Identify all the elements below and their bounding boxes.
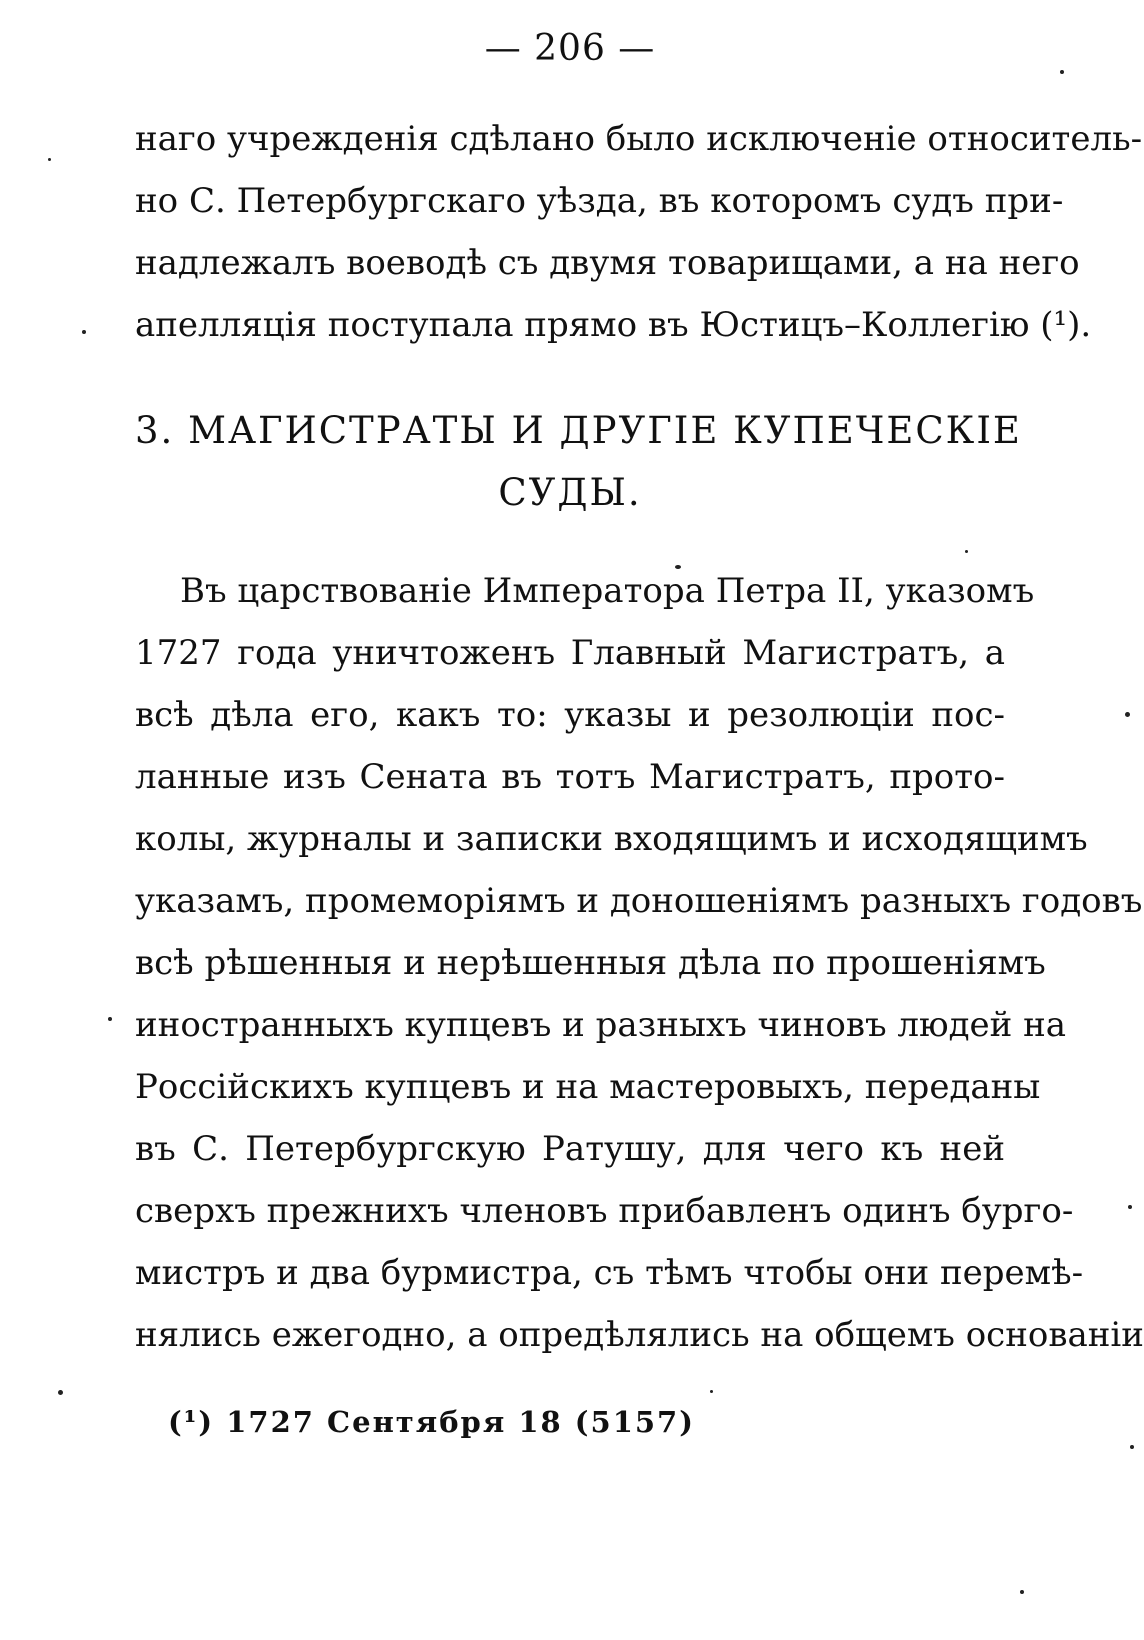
scan-speck (48, 158, 51, 161)
text-line: надлежалъ воеводѣ съ двумя товарищами, а на него (135, 243, 1080, 283)
text-line: Въ царствованіе Императора Петра II, указомъ (180, 571, 1035, 611)
text-line: ланные изъ Сената въ тотъ Магистратъ, прото- (135, 757, 1005, 797)
scan-speck (1060, 70, 1064, 74)
text-line: въ С. Петербургскую Ратушу, для чего къ ней (135, 1129, 1005, 1169)
heading-line: 3. МАГИСТРАТЫ И ДРУГІЕ КУПЕЧЕСКІЕ (135, 409, 1022, 452)
text-line: но С. Петербургскаго уѣзда, въ которомъ судъ при- (135, 181, 1064, 221)
footnote: (¹) 1727 Сентября 18 (5157) (168, 1405, 695, 1439)
scan-speck (108, 1017, 112, 1021)
scan-speck (1020, 1590, 1024, 1594)
scan-speck (710, 1390, 713, 1393)
text-line: Россійскихъ купцевъ и на мастеровыхъ, переданы (135, 1067, 1041, 1107)
page-number: — 206 — (484, 28, 656, 69)
intro-paragraph (135, 108, 1143, 356)
scan-speck (675, 565, 681, 569)
scan-speck (1128, 1205, 1132, 1209)
text-line: иностранныхъ купцевъ и разныхъ чиновъ людей на (135, 1005, 1067, 1045)
scan-speck (82, 330, 86, 334)
text-line: апелляція поступала прямо въ Юстицъ–Коллегію (¹). (135, 305, 1092, 345)
text-line: всѣ рѣшенныя и нерѣшенныя дѣла по прошеніямъ (135, 943, 1046, 983)
text-line: 1727 года уничтоженъ Главный Магистратъ, а (135, 633, 1005, 673)
section-heading (135, 400, 1022, 524)
scan-speck (1130, 1445, 1134, 1449)
scan-speck (1125, 712, 1130, 717)
scan-speck (58, 1390, 63, 1395)
text-line: указамъ, промеморіямъ и доношеніямъ разныхъ годовъ (135, 881, 1143, 921)
text-line: нялись ежегодно, а опредѣлялись на общемъ основаніи (135, 1315, 1144, 1355)
text-line: сверхъ прежнихъ членовъ прибавленъ одинъ бурго- (135, 1191, 1074, 1231)
body-paragraph (135, 560, 1144, 1366)
text-line: наго учрежденія сдѣлано было исключеніе относитель- (135, 119, 1143, 159)
text-line: мистръ и два бурмистра, съ тѣмъ чтобы они перемѣ- (135, 1253, 1084, 1293)
heading-line: СУДЫ. (498, 471, 642, 514)
scan-speck (965, 550, 968, 553)
text-line: всѣ дѣла его, какъ то: указы и резолюціи пос- (135, 695, 1005, 735)
text-line: колы, журналы и записки входящимъ и исходящимъ (135, 819, 1088, 859)
